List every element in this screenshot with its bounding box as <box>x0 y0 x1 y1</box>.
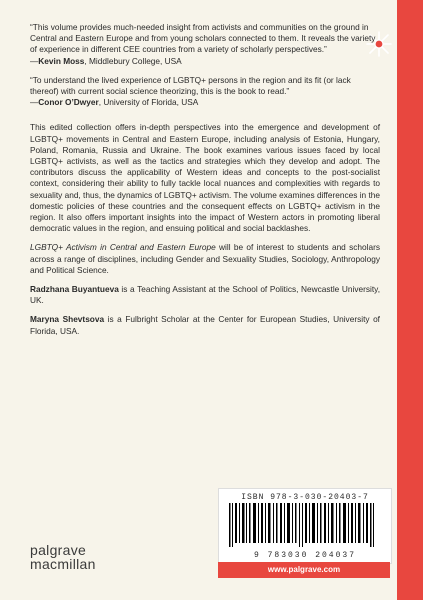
endorsement-quote <box>30 22 380 67</box>
quote-text: “This volume provides much-needed insight from activists and communities on the ground in Central and Eastern Europe and from young scholars connected to them. It reveals the variety of experience in different CEE countries from a variety of scholarly perspectives.” <box>30 22 376 55</box>
editor-name: Radzhana Buyantueva <box>30 284 119 295</box>
red-side-strip <box>397 0 423 600</box>
back-cover-text <box>30 22 380 345</box>
editor-bio-text: is a Teaching Assistant at the School of Politics, Newcastle University, UK. <box>30 284 381 306</box>
editor-bio <box>30 314 380 336</box>
publisher-name-line1: palgrave <box>30 542 87 558</box>
book-description: This edited collection offers in-depth perspectives into the emergence and development of LGBTQ+ movements in Central and Eastern Europe, including analysis of Estonia, Hungary, Poland, Romania, Russia and Ukraine. The book examines various issues faced by local LGBTQ+ activists, as well as the tactics and strategies which they develop and adopt. The contributors discuss the applicability of Western ideas and concepts to the post-socialist context, considering their ability to fully tackle local nuances and complexities with regards to sexuality and, thus, the dynamics of LGBTQ+ activism. The volume examines differences in the domestic policies of these countries and the consequent effects on LGBTQ+ activism in the region. It also offers important insights into the impact of Western actors in promoting liberal democratic values in the region, and ensuing political and social backlashes. <box>30 122 380 234</box>
quote-text: “To understand the lived experience of LGBTQ+ persons in the region and its fit (or lack thereof) with current social science theorizing, this is the book to read.” <box>30 74 351 97</box>
isbn-label: ISBN 978-3-030-20403-7 <box>241 493 369 502</box>
quote-affiliation: , Middlebury College, USA <box>84 55 182 66</box>
quote-author: Kevin Moss <box>38 55 85 66</box>
barcode-box <box>218 488 392 564</box>
barcode-icon <box>227 503 383 547</box>
audience-paragraph <box>30 242 380 276</box>
quote-attribution: —Kevin Moss, Middlebury College, USA <box>30 55 182 66</box>
editor-bio-text: is a Fulbright Scholar at the Center for European Studies, University of Florida, USA. <box>30 314 380 336</box>
publisher-url[interactable]: www.palgrave.com <box>218 562 390 578</box>
publisher-logo <box>30 543 96 571</box>
quote-affiliation: , University of Florida, USA <box>98 97 199 108</box>
publisher-name-line2: macmillan <box>30 556 96 572</box>
endorsement-quote <box>30 75 380 109</box>
quote-author: Conor O’Dwyer <box>38 97 99 108</box>
editor-name: Maryna Shevtsova <box>30 314 105 325</box>
quote-attribution: —Conor O’Dwyer, University of Florida, USA <box>30 97 199 108</box>
editor-bio <box>30 284 380 306</box>
barcode-number: 9 783030 204037 <box>253 551 356 560</box>
audience-text: will be of interest to students and scholars across a range of disciplines, including Gender and Sexuality Studies, Sociology, Anthropology and Political Science. <box>30 242 380 275</box>
book-title-italic: LGBTQ+ Activism in Central and Eastern Europe <box>30 242 216 253</box>
